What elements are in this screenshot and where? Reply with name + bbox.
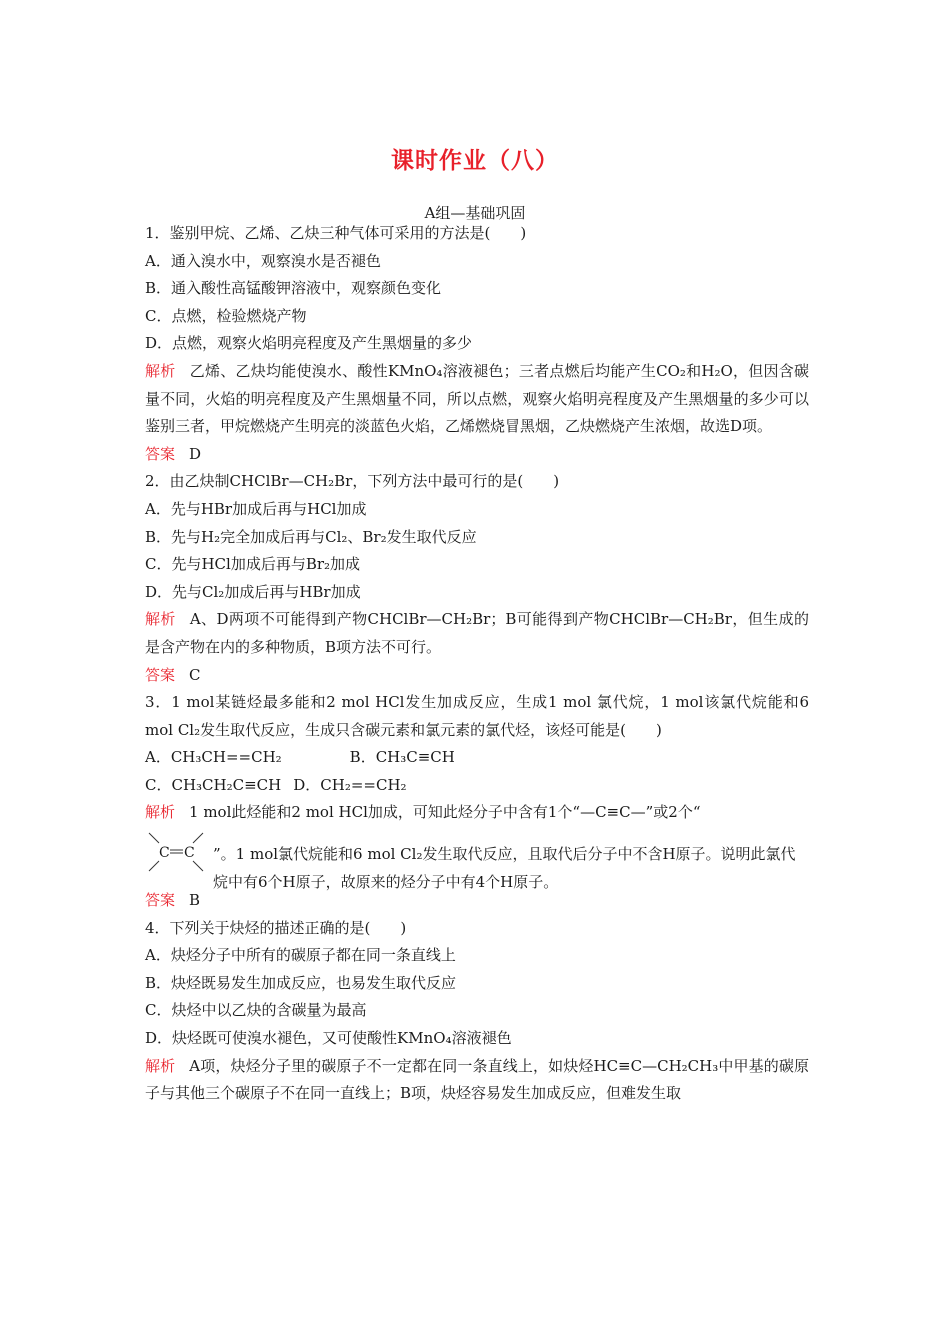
analysis-text: 乙烯、乙炔均能使溴水、酸性KMnO₄溶液褪色；三者点燃后均能产生CO₂和H₂O，但因含碳量不同，火焰的明亮程度及产生黑烟量不同，所以点燃，观察火焰明亮程度及产生黑烟量的多少可以鉴别三者，甲烷燃烧产生明亮的淡蓝色火焰，乙烯燃烧冒黑烟，乙炔燃烧产生浓烟，故选D项。 xyxy=(145,361,809,436)
analysis-text: 1 mol此烃能和2 mol HCl加成，可知此烃分子中含有1个“—C≡C—”或2个“ xyxy=(189,803,701,822)
answer-label: 答案 xyxy=(145,891,176,910)
question-4-option-b: B．炔烃既易发生加成反应，也易发生取代反应 xyxy=(145,973,457,992)
question-4-option-d: D．炔烃既可使溴水褪色，又可使酸性KMnO₄溶液褪色 xyxy=(145,1029,512,1048)
question-3-option-a: A．CH₃CH==CH₂ xyxy=(145,748,282,767)
answer-label: 答案 xyxy=(145,444,176,463)
question-1-analysis xyxy=(145,358,809,441)
question-2-analysis xyxy=(145,606,809,661)
question-1-stem: 1．鉴别甲烷、乙烯、乙炔三种气体可采用的方法是( ) xyxy=(145,224,527,242)
question-list xyxy=(145,220,809,1108)
alkene-structure-figure xyxy=(145,831,215,877)
question-4-stem: 4．下列关于炔烃的描述正确的是( ) xyxy=(145,918,407,937)
fig-carbon-left: C xyxy=(159,845,170,862)
question-2-stem: 2．由乙炔制CHClBr—CH₂Br，下列方法中最可行的是( ) xyxy=(145,472,560,491)
question-3-option-d: D．CH₂==CH₂ xyxy=(293,775,407,794)
fig-carbon-right: C xyxy=(184,845,195,862)
question-2-option-a: A．先与HBr加成后再与HCl加成 xyxy=(145,499,367,518)
analysis-label: 解析 xyxy=(145,1056,176,1075)
page-title: 课时作业（八） xyxy=(391,148,559,174)
question-3-option-b: B．CH₃C≡CH xyxy=(349,748,455,767)
analysis-label: 解析 xyxy=(145,361,176,380)
answer-value: C xyxy=(189,665,201,684)
analysis-text: A项，炔烃分子里的碳原子不一定都在同一条直线上，如炔烃HC≡C—CH₂CH₃中甲基的碳原子与其他三个碳原子不在同一直线上；B项，炔烃容易发生加成反应，但难发生取 xyxy=(145,1056,809,1103)
analysis-label: 解析 xyxy=(145,610,176,629)
question-1-option-a: A．通入溴水中，观察溴水是否褪色 xyxy=(145,251,381,270)
question-4-option-c: C．炔烃中以乙炔的含碳量为最高 xyxy=(145,1001,367,1020)
question-1-answer xyxy=(145,441,809,469)
question-3-options-ab xyxy=(145,744,809,772)
question-3-stem: 3．1 mol某链烃最多能和2 mol HCl发生加成反应，生成1 mol 氯代烷，1 mol该氯代烷能和6 mol Cl₂发生取代反应，生成只含碳元素和氯元素的氯代烃，该烃可能是( ) xyxy=(145,693,809,739)
answer-value: B xyxy=(189,891,201,910)
answer-value: D xyxy=(189,444,202,463)
question-3-option-c: C．CH₃CH₂C≡CH xyxy=(145,775,282,794)
question-2-option-c: C．先与HCl加成后再与Br₂加成 xyxy=(145,555,361,574)
question-2-option-b: B．先与H₂完全加成后再与Cl₂、Br₂发生取代反应 xyxy=(145,527,477,546)
question-3-figure-line xyxy=(145,827,809,891)
question-2-answer xyxy=(145,662,809,690)
question-3-analysis-line-1 xyxy=(145,799,809,827)
question-1-option-c: C．点燃，检验燃烧产物 xyxy=(145,306,307,325)
question-3-options-cd xyxy=(145,772,809,800)
question-2-option-d: D．先与Cl₂加成后再与HBr加成 xyxy=(145,582,361,601)
analysis-label: 解析 xyxy=(145,803,176,822)
question-4-option-a: A．炔烃分子中所有的碳原子都在同一条直线上 xyxy=(145,946,456,965)
question-1-option-b: B．通入酸性高锰酸钾溶液中，观察颜色变化 xyxy=(145,279,442,298)
question-4-analysis xyxy=(145,1053,809,1108)
section-subtitle: A组—基础巩固 xyxy=(424,204,526,222)
answer-label: 答案 xyxy=(145,665,176,684)
question-3-analysis-line-2: ”。1 mol氯代烷能和6 mol Cl₂发生取代反应，且取代后分子中不含H原子。说明此氯代烷中有6个H原子，故原来的烃分子中有4个H原子。 xyxy=(213,845,796,891)
analysis-text: A、D两项不可能得到产物CHClBr—CH₂Br；B可能得到产物CHClBr—CH₂Br，但生成的是含产物在内的多种物质，B项方法不可行。 xyxy=(145,610,809,656)
question-1-option-d: D．点燃，观察火焰明亮程度及产生黑烟量的多少 xyxy=(145,334,473,353)
